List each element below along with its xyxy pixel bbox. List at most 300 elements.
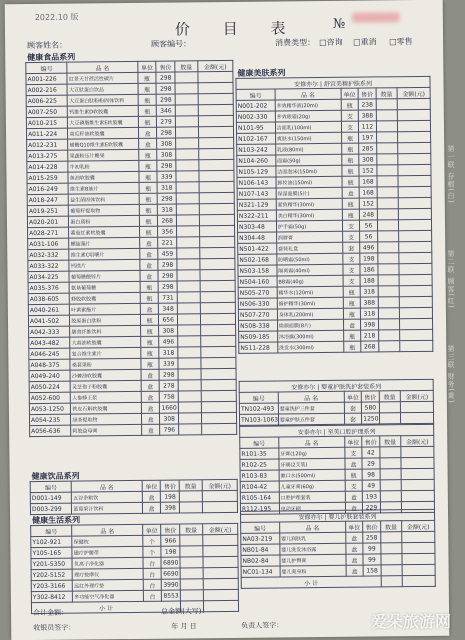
amount-cell[interactable] [202, 490, 237, 501]
item-code: N505-270 [238, 287, 277, 298]
type-repeat-checkbox[interactable]: □重消 [353, 36, 377, 47]
quantity-cell[interactable] [380, 458, 401, 469]
column-header: 数量 [379, 391, 400, 402]
quantity-cell[interactable] [178, 325, 201, 336]
type-consult-checkbox[interactable]: □咨询 [319, 37, 343, 48]
quantity-cell[interactable] [177, 226, 200, 237]
item-code: A038-605 [28, 293, 70, 304]
amount-cell[interactable] [399, 296, 432, 307]
amount-cell[interactable] [199, 214, 234, 225]
subtotal-row [241, 575, 435, 588]
amount-cell[interactable] [203, 534, 238, 545]
amount-cell[interactable] [201, 390, 236, 401]
quantity-cell[interactable] [378, 297, 399, 308]
item-unit: 盒 [141, 380, 160, 391]
amount-cell[interactable] [200, 291, 235, 302]
item-price: 248 [360, 209, 378, 220]
item-code: A053-1250 [29, 403, 71, 414]
amount-cell[interactable] [199, 225, 234, 236]
amount-cell[interactable] [401, 468, 434, 479]
item-code: Y202-5152 [31, 569, 73, 580]
quantity-cell[interactable] [180, 568, 203, 579]
column-header: 售价 [161, 524, 180, 535]
amount-cell[interactable] [199, 181, 234, 192]
type-retail-checkbox[interactable]: □零售 [389, 36, 413, 47]
item-code: Y105-165 [31, 547, 73, 558]
amount-cell[interactable] [201, 401, 236, 412]
amount-cell[interactable] [398, 131, 431, 142]
item-name: 阿胶益母膏 [71, 424, 141, 436]
item-price: 198 [161, 491, 180, 502]
quantity-cell[interactable] [378, 319, 399, 330]
quantity-cell[interactable] [176, 138, 199, 149]
amount-cell[interactable] [398, 142, 431, 153]
amount-cell[interactable] [199, 159, 234, 170]
amount-cell[interactable] [198, 93, 233, 104]
item-name: 润唇膏 [276, 231, 342, 243]
item-name: 婴儿润肤乳 [280, 532, 346, 544]
item-code: A031-106 [28, 238, 70, 249]
amount-cell[interactable] [201, 346, 236, 357]
item-unit: 套 [344, 413, 362, 424]
table-row [30, 501, 237, 514]
item-code: TN102-493 [239, 403, 278, 414]
item-code: A002-216 [26, 84, 68, 95]
amount-cell[interactable] [200, 247, 235, 258]
item-name: 蜂胶软胶囊 [70, 292, 140, 304]
quantity-cell[interactable] [378, 308, 399, 319]
item-name: 婴童护肤五件套 [278, 413, 344, 425]
subtotal-qty[interactable] [381, 576, 402, 587]
quantity-cell[interactable] [380, 480, 401, 491]
item-code: N001-202 [236, 100, 275, 111]
item-name: 蓝莓果汁饮料 [72, 502, 142, 514]
item-price: 496 [159, 336, 178, 347]
amount-cell[interactable] [201, 423, 236, 434]
amount-cell[interactable] [200, 258, 235, 269]
item-unit: 瓶 [139, 215, 158, 226]
quantity-cell[interactable] [175, 127, 198, 138]
item-price: 298 [156, 83, 175, 94]
amount-cell[interactable] [399, 285, 432, 296]
amount-cell[interactable] [398, 219, 431, 230]
item-name: 葡萄糖酸锌片 [69, 270, 139, 282]
item-unit: 瓶 [341, 143, 359, 154]
item-name: 乳液(80ml) [275, 143, 341, 155]
item-code: N104-260 [237, 155, 276, 166]
quantity-cell[interactable] [178, 369, 201, 380]
item-name: 理疗按摩仪 [72, 568, 142, 580]
item-price: 49 [362, 480, 380, 491]
item-name: 美白精华(30ml) [276, 209, 342, 221]
quantity-cell[interactable] [377, 220, 398, 231]
quantity-cell[interactable] [178, 413, 201, 424]
item-price: 168 [359, 176, 377, 187]
item-name: 保健枕 [72, 535, 142, 547]
item-price: 388 [360, 297, 378, 308]
item-code: A010-215 [26, 117, 68, 128]
item-unit: 瓶 [139, 171, 158, 182]
item-code: A028-271 [28, 227, 70, 238]
item-unit: 瓶 [343, 297, 361, 308]
item-name: 隔离霜(40ml) [277, 264, 343, 276]
amount-cell[interactable] [398, 186, 431, 197]
amount-cell[interactable] [198, 115, 233, 126]
baby-table [240, 509, 436, 589]
item-price: 308 [159, 325, 178, 336]
item-unit: 盒 [142, 502, 161, 513]
quantity-cell[interactable] [179, 424, 202, 435]
quantity-cell[interactable] [381, 554, 402, 565]
amount-cell[interactable] [201, 357, 236, 368]
amount-cell[interactable] [203, 567, 238, 578]
amount-cell[interactable] [402, 564, 435, 575]
item-code: A012-231 [27, 139, 69, 150]
item-name: 婴儿洗发沐浴露 [280, 543, 346, 555]
amount-cell[interactable] [203, 578, 238, 589]
item-name: 远红外理疗垫 [73, 579, 143, 591]
amount-cell[interactable] [401, 457, 434, 468]
item-price: 168 [359, 187, 377, 198]
amount-cell[interactable] [200, 269, 235, 280]
amount-cell[interactable] [400, 401, 433, 412]
amount-cell[interactable] [400, 329, 433, 340]
item-code: N105-129 [237, 166, 276, 177]
amount-cell[interactable] [399, 241, 432, 252]
item-price: 308 [157, 149, 176, 160]
amount-cell[interactable] [402, 542, 435, 553]
item-name: 牙刷(2支装) [279, 458, 345, 470]
item-code: A043-482 [29, 337, 71, 348]
subtotal-label: 小 计 [241, 576, 381, 588]
item-unit: 瓶 [139, 193, 158, 204]
column-header: 售价 [363, 521, 381, 532]
quantity-cell[interactable] [175, 105, 198, 116]
quantity-cell[interactable] [378, 264, 399, 275]
quantity-cell[interactable] [176, 171, 199, 182]
item-name: 卸妆油(150ml) [276, 176, 342, 188]
quantity-cell[interactable] [378, 275, 399, 286]
item-price: 238 [358, 99, 376, 110]
amount-cell[interactable] [199, 203, 234, 214]
item-price: 152 [359, 165, 377, 176]
quantity-cell[interactable] [175, 116, 198, 127]
quantity-cell[interactable] [180, 546, 203, 557]
quantity-cell[interactable] [180, 590, 203, 601]
amount-cell[interactable] [401, 490, 434, 501]
item-code: A035-376 [28, 282, 70, 293]
quantity-cell[interactable] [176, 160, 199, 171]
quantity-cell[interactable] [376, 143, 397, 154]
amount-cell[interactable] [397, 98, 430, 109]
item-unit: 支 [342, 220, 360, 231]
item-unit: 瓶 [140, 314, 159, 325]
item-unit: 瓶 [139, 204, 158, 215]
item-price: 1250 [362, 413, 380, 424]
item-code: N304-48 [238, 232, 277, 243]
item-price: 258 [363, 532, 381, 543]
item-code: A056-636 [30, 425, 72, 436]
amount-cell[interactable] [399, 230, 432, 241]
quantity-cell[interactable] [377, 209, 398, 220]
item-price: 198 [360, 253, 378, 264]
item-unit: 套 [344, 402, 362, 413]
quantity-cell[interactable] [180, 557, 203, 568]
quantity-cell[interactable] [380, 469, 401, 480]
item-code: A050-224 [29, 381, 71, 392]
quantity-cell[interactable] [178, 380, 201, 391]
item-code: R101-35 [240, 448, 279, 459]
quantity-cell[interactable] [177, 303, 200, 314]
item-unit: 瓶 [342, 209, 360, 220]
item-unit: 支 [345, 447, 363, 458]
amount-cell[interactable] [200, 302, 235, 313]
amount-cell[interactable] [199, 192, 234, 203]
quantity-cell[interactable] [381, 543, 402, 554]
item-code: N101-95 [236, 122, 275, 133]
item-price: 197 [359, 132, 377, 143]
amount-cell[interactable] [398, 164, 431, 175]
price-list-sheet [5, 0, 450, 640]
quantity-cell[interactable] [176, 182, 199, 193]
item-unit: 支 [343, 264, 361, 275]
quantity-cell[interactable] [180, 579, 203, 590]
column-header: 编号 [31, 525, 73, 536]
item-name: 钙镁片 [69, 259, 139, 271]
item-price: 6890 [161, 557, 180, 568]
item-price: 1660 [160, 402, 179, 413]
item-unit: 瓶 [138, 83, 157, 94]
amount-cell[interactable] [201, 368, 236, 379]
quantity-cell[interactable] [177, 259, 200, 270]
subtotal-amount[interactable] [203, 600, 238, 611]
amount-cell[interactable] [399, 318, 432, 329]
amount-cell[interactable] [398, 208, 431, 219]
column-header: 售价 [362, 436, 380, 447]
column-header: 编号 [236, 89, 275, 100]
quantity-cell[interactable] [378, 286, 399, 297]
amount-cell[interactable] [202, 501, 237, 512]
quantity-cell[interactable] [179, 502, 202, 513]
amount-cell[interactable] [198, 104, 233, 115]
quantity-cell[interactable] [377, 187, 398, 198]
quantity-cell[interactable] [176, 204, 199, 215]
quantity-cell[interactable] [377, 242, 398, 253]
quantity-cell[interactable] [377, 231, 398, 242]
amount-cell[interactable] [398, 153, 431, 164]
amount-cell[interactable] [198, 137, 233, 148]
quantity-cell[interactable] [175, 83, 198, 94]
column-header: 品 名 [72, 480, 142, 492]
item-unit: 瓶 [342, 165, 360, 176]
item-unit: 台 [143, 557, 162, 568]
oral-table [239, 424, 435, 515]
item-unit: 瓶 [139, 226, 158, 237]
item-price: 656 [159, 314, 178, 325]
item-unit: 支 [342, 231, 360, 242]
amount-cell[interactable] [199, 170, 234, 181]
quantity-cell[interactable] [378, 330, 399, 341]
column-header: 单位 [341, 88, 359, 99]
food-section-title: 健康食品系列 [27, 52, 75, 64]
quantity-cell[interactable] [177, 270, 200, 281]
column-header: 金额(元) [202, 479, 237, 490]
amount-cell[interactable] [203, 545, 238, 556]
life-table [30, 523, 239, 614]
item-name: 婴儿护臀膏 [280, 554, 346, 566]
quantity-cell[interactable] [175, 72, 198, 83]
item-name: 身体乳(200ml) [277, 308, 343, 320]
quantity-cell[interactable] [180, 535, 203, 546]
item-name: 红景天甘蔗活性碳片 [67, 72, 137, 84]
quantity-cell[interactable] [376, 99, 397, 110]
column-header: 品 名 [279, 521, 345, 533]
amount-cell[interactable] [201, 412, 236, 423]
amount-cell[interactable] [200, 335, 235, 346]
item-code: A006-225 [26, 95, 68, 106]
quantity-cell[interactable] [178, 336, 201, 347]
quantity-cell[interactable] [177, 281, 200, 292]
quantity-cell[interactable] [179, 491, 202, 502]
item-unit: 瓶 [342, 198, 360, 209]
column-header: 数量 [379, 436, 400, 447]
column-header: 金额(元) [400, 390, 433, 401]
column-header: 编号 [30, 481, 72, 492]
quantity-cell[interactable] [177, 248, 200, 259]
item-name: 儿童牙膏(60g) [279, 480, 345, 492]
column-header: 售价 [161, 480, 180, 491]
item-code: A014-228 [27, 161, 69, 172]
amount-cell[interactable] [400, 340, 433, 351]
item-unit: 盒 [141, 369, 160, 380]
quantity-cell[interactable] [379, 402, 400, 413]
item-name: BB霜(40g) [277, 275, 343, 287]
quantity-cell[interactable] [376, 132, 397, 143]
amount-cell[interactable] [399, 274, 432, 285]
quantity-cell[interactable] [176, 215, 199, 226]
column-header: 金额(元) [401, 435, 434, 446]
quantity-cell[interactable] [177, 292, 200, 303]
consume-type-label: 消费类型： [275, 37, 315, 48]
item-name: 灵芝孢子粉胶囊 [71, 380, 141, 392]
item-name: 益生菌固体饮料 [69, 193, 139, 205]
amount-cell[interactable] [203, 556, 238, 567]
amount-cell[interactable] [198, 82, 233, 93]
amount-cell[interactable] [402, 531, 435, 542]
amount-cell[interactable] [203, 589, 238, 600]
amount-cell[interactable] [402, 553, 435, 564]
subtotal-amount[interactable] [402, 575, 435, 586]
quantity-cell[interactable] [176, 193, 199, 204]
item-unit: 支 [341, 121, 359, 132]
item-name: 焕颜面膜(8片) [277, 319, 343, 331]
quantity-cell[interactable] [175, 94, 198, 105]
amount-cell[interactable] [201, 379, 236, 390]
quantity-cell[interactable] [379, 413, 400, 424]
amount-cell[interactable] [398, 197, 431, 208]
amount-cell[interactable] [399, 307, 432, 318]
quantity-cell[interactable] [377, 253, 398, 264]
item-name: 保湿面膜(5片) [276, 187, 342, 199]
item-name: 蛋白质粉 [69, 215, 139, 227]
item-name: 铁皮石斛软胶囊 [71, 402, 141, 414]
item-code: N507-270 [238, 309, 277, 320]
amount-cell[interactable] [398, 175, 431, 186]
quantity-cell[interactable] [380, 491, 401, 502]
amount-cell[interactable] [399, 252, 432, 263]
amount-cell[interactable] [401, 446, 434, 457]
amount-cell[interactable] [401, 479, 434, 490]
item-name: 维生素B族片 [68, 182, 138, 194]
amount-cell[interactable] [198, 71, 233, 82]
item-code: D003-299 [30, 503, 72, 514]
item-price: 318 [361, 308, 379, 319]
quantity-cell[interactable] [178, 402, 201, 413]
quantity-cell[interactable] [377, 176, 398, 187]
amount-cell[interactable] [200, 324, 235, 335]
item-unit: 瓶 [343, 286, 361, 297]
amount-cell[interactable] [397, 109, 430, 120]
quantity-cell[interactable] [378, 341, 399, 352]
table-subtitle: 安修亦尔 | 婴儿护肤套装系列 [241, 509, 435, 522]
amount-cell[interactable] [199, 236, 234, 247]
item-price: 318 [158, 204, 177, 215]
item-code: NB01-84 [241, 544, 280, 555]
amount-cell[interactable] [399, 263, 432, 274]
item-price: 186 [360, 264, 378, 275]
item-code: N508-338 [239, 320, 278, 331]
amount-cell[interactable] [400, 412, 433, 423]
item-code: A013-275 [27, 150, 69, 161]
item-name: 多效精华液(20ml) [275, 99, 341, 111]
total-label: 合计金额： [33, 608, 68, 618]
item-unit: 盒 [141, 413, 160, 424]
item-unit: 盒 [345, 491, 363, 502]
quantity-cell[interactable] [377, 165, 398, 176]
watermark: 爱朵旅游网 [371, 609, 451, 632]
item-code: A020-201 [27, 216, 69, 227]
item-unit: 支 [343, 275, 361, 286]
item-price: 398 [161, 502, 180, 513]
quantity-cell[interactable] [376, 154, 397, 165]
quantity-cell[interactable] [380, 532, 401, 543]
quantity-cell[interactable] [381, 565, 402, 576]
quantity-cell[interactable] [377, 198, 398, 209]
item-code: R105-164 [240, 492, 279, 503]
amount-cell[interactable] [200, 280, 235, 291]
amount-cell[interactable] [200, 313, 235, 324]
quantity-cell[interactable] [177, 237, 200, 248]
amount-cell[interactable] [397, 120, 430, 131]
quantity-cell[interactable] [177, 314, 200, 325]
quantity-cell[interactable] [178, 391, 201, 402]
quantity-cell[interactable] [380, 447, 401, 458]
quantity-cell[interactable] [176, 149, 199, 160]
item-price: 796 [160, 424, 179, 435]
amount-cell[interactable] [198, 148, 233, 159]
item-name: 漱口水(500ml) [279, 469, 345, 481]
item-price: 99 [363, 543, 381, 554]
item-price: 298 [158, 259, 177, 270]
item-price: 99 [363, 554, 381, 565]
item-unit: 盒 [138, 127, 157, 138]
quantity-cell[interactable] [178, 347, 201, 358]
quantity-cell[interactable] [376, 110, 397, 121]
amount-cell[interactable] [198, 126, 233, 137]
quantity-cell[interactable] [178, 358, 201, 369]
item-name: 精华水(120ml) [277, 286, 343, 298]
quantity-cell[interactable] [376, 121, 397, 132]
